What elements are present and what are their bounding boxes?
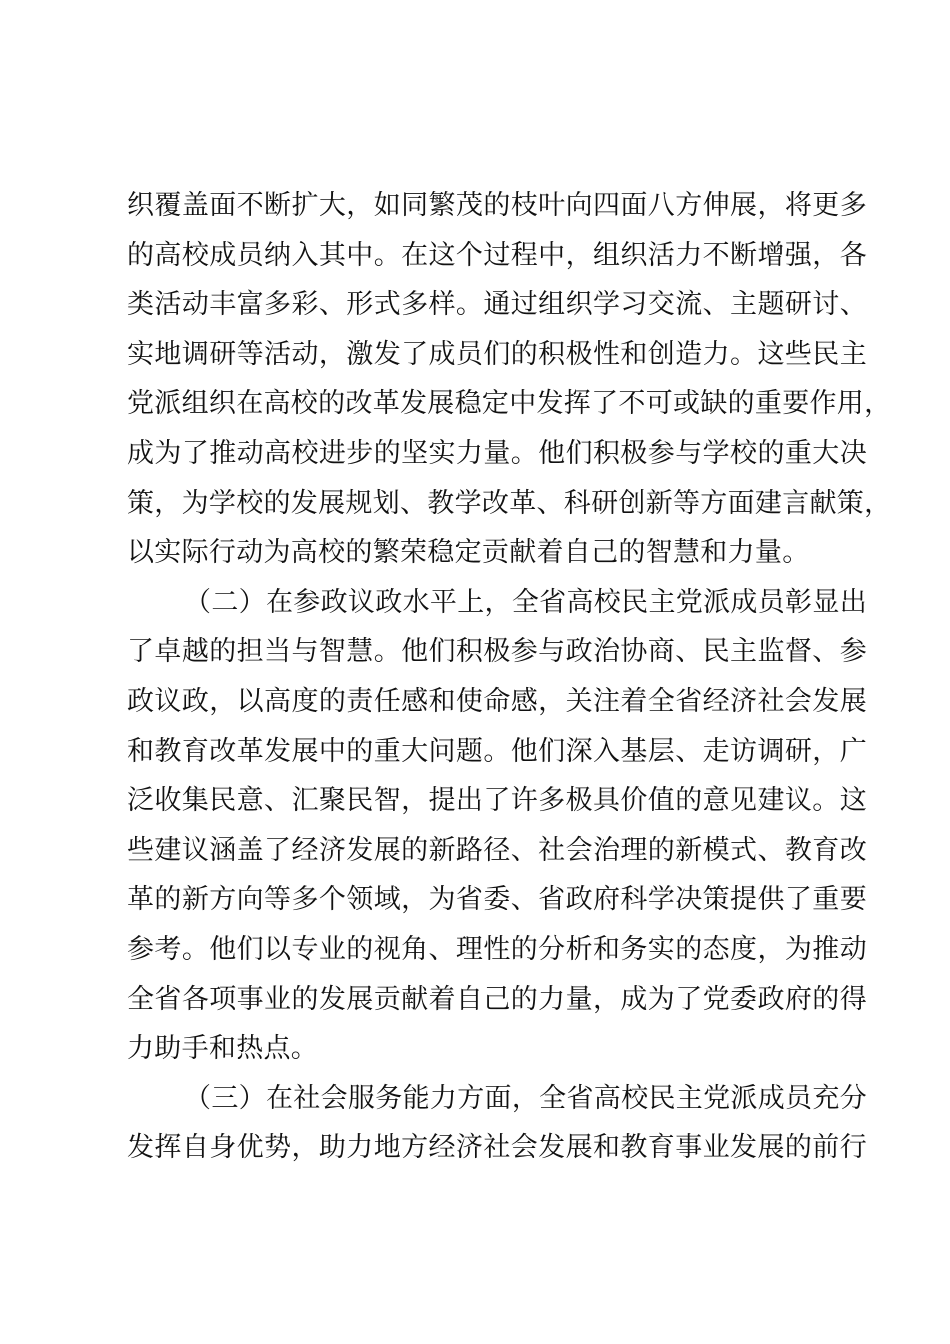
text-line: 成为了推动高校进步的坚实力量。他们积极参与学校的重大决 [127, 437, 867, 469]
text-line: 以实际行动为高校的繁荣稳定贡献着自己的智慧和力量。 [127, 537, 810, 569]
text-line: 类活动丰富多彩、形式多样。通过组织学习交流、主题研讨、 [127, 289, 867, 321]
text-line: （二）在参政议政水平上，全省高校民主党派成员彰显出 [184, 586, 867, 618]
text-line: 了卓越的担当与智慧。他们积极参与政治协商、民主监督、参 [127, 636, 867, 668]
text-line: 全省各项事业的发展贡献着自己的力量，成为了党委政府的得 [127, 983, 867, 1015]
text-line: （三）在社会服务能力方面，全省高校民主党派成员充分 [184, 1082, 867, 1114]
paragraph-2 [127, 578, 867, 1074]
paragraph-1 [127, 181, 892, 578]
text-line: 策，为学校的发展规划、教学改革、科研创新等方面建言献策， [127, 487, 892, 519]
text-line: 和教育改革发展中的重大问题。他们深入基层、走访调研，广 [127, 735, 867, 767]
text-line: 些建议涵盖了经济发展的新路径、社会治理的新模式、教育改 [127, 834, 867, 866]
text-line: 力助手和热点。 [127, 1033, 319, 1065]
text-line: 参考。他们以专业的视角、理性的分析和务实的态度，为推动 [127, 933, 867, 965]
text-line: 发挥自身优势，助力地方经济社会发展和教育事业发展的前行 [127, 1132, 867, 1164]
text-line: 政议政，以高度的责任感和使命感，关注着全省经济社会发展 [127, 685, 867, 717]
text-line: 的高校成员纳入其中。在这个过程中，组织活力不断增强，各 [127, 239, 867, 271]
text-line: 党派组织在高校的改革发展稳定中发挥了不可或缺的重要作用， [127, 388, 892, 420]
text-line: 泛收集民意、汇聚民智，提出了许多极具价值的意见建议。这 [127, 785, 867, 817]
text-line: 织覆盖面不断扩大，如同繁茂的枝叶向四面八方伸展，将更多 [127, 190, 867, 221]
text-line: 革的新方向等多个领域，为省委、省政府科学决策提供了重要 [127, 884, 867, 916]
document-body [127, 181, 892, 1173]
paragraph-3 [127, 1074, 867, 1173]
text-line: 实地调研等活动，激发了成员们的积极性和创造力。这些民主 [127, 338, 867, 370]
